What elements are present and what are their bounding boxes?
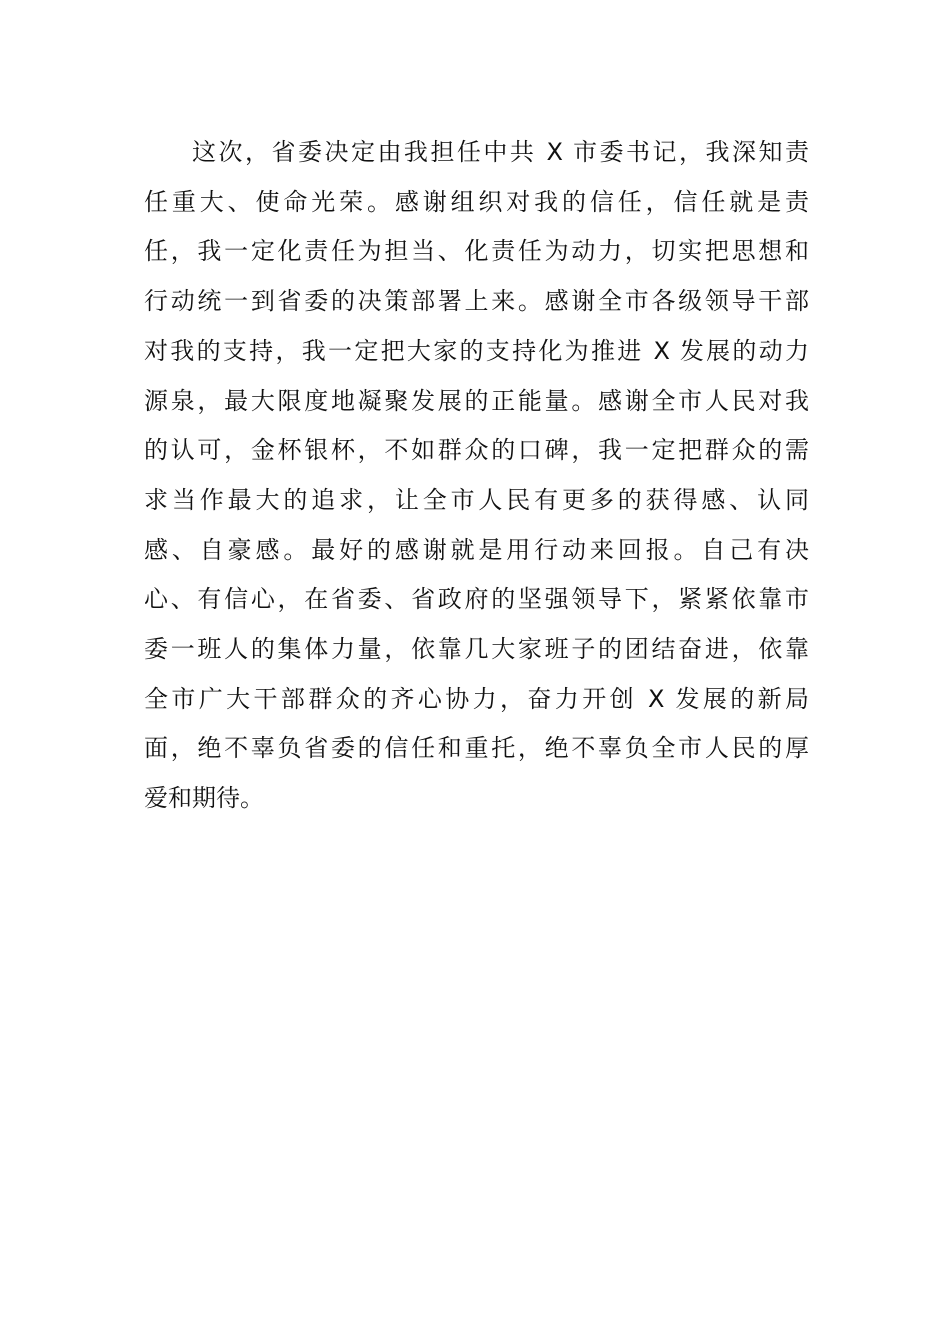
paragraph-line: 委一班人的集体力量，依靠几大家班子的团结奋进，依靠 <box>144 635 809 664</box>
paragraph-line: 感、自豪感。最好的感谢就是用行动来回报。自己有决 <box>144 535 809 564</box>
paragraph-line: 行动统一到省委的决策部署上来。感谢全市各级领导干部 <box>144 287 809 316</box>
paragraph-line: 对我的支持，我一定把大家的支持化为推进 X 发展的动力 <box>144 336 809 365</box>
paragraph-line: 心、有信心，在省委、省政府的坚强领导下，紧紧依靠市 <box>144 585 809 614</box>
paragraph-line: 面，绝不辜负省委的信任和重托，绝不辜负全市人民的厚 <box>144 734 809 763</box>
paragraph-line: 这次，省委决定由我担任中共 X 市委书记，我深知责 <box>192 138 809 166</box>
paragraph-line: 的认可，金杯银杯，不如群众的口碑，我一定把群众的需 <box>144 436 809 465</box>
paragraph-line: 源泉，最大限度地凝聚发展的正能量。感谢全市人民对我 <box>144 386 809 415</box>
paragraph-line: 全市广大干部群众的齐心协力，奋力开创 X 发展的新局 <box>144 684 809 713</box>
paragraph-line: 任，我一定化责任为担当、化责任为动力，切实把思想和 <box>144 237 809 266</box>
paragraph-line: 求当作最大的追求，让全市人民有更多的获得感、认同 <box>144 485 809 514</box>
paragraph-line: 爱和期待。 <box>144 784 264 813</box>
paragraph-line: 任重大、使命光荣。感谢组织对我的信任，信任就是责 <box>144 187 809 216</box>
body-paragraph <box>144 128 809 824</box>
